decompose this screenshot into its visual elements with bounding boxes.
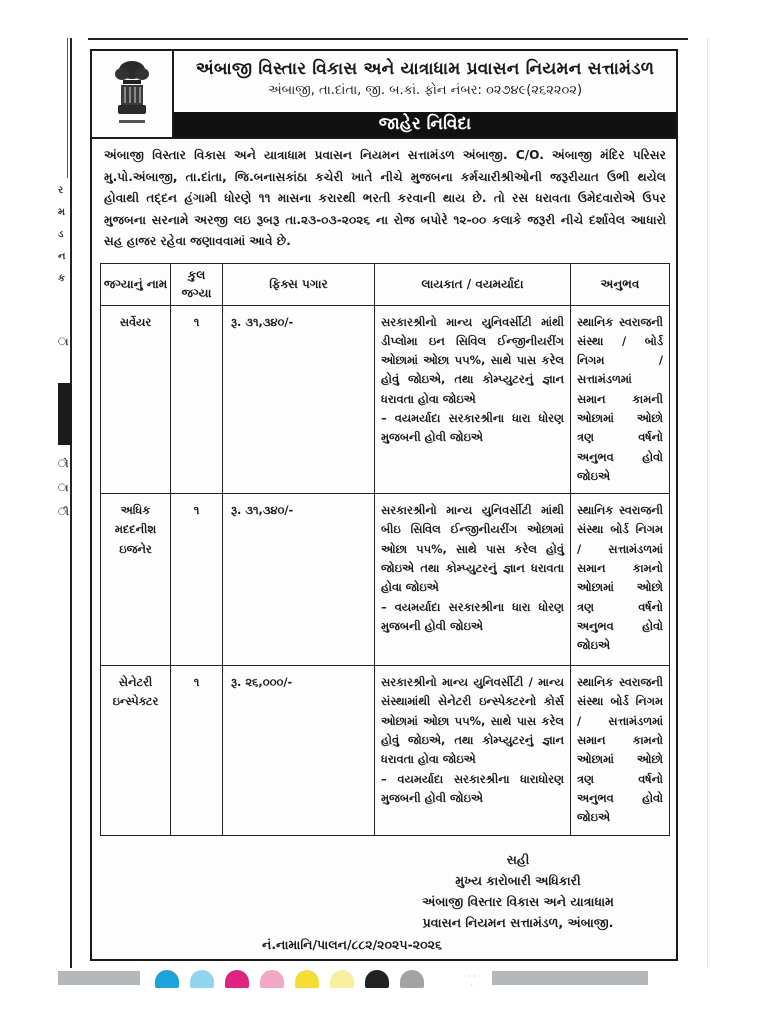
post-name: અધિક મદદનીશ ઇજનેર [101,494,171,666]
table-row [101,666,670,835]
post-name: સર્વેયર [101,305,171,494]
org-address: અંબાજી, તા.દાંતા, જી. બ.કાં. ફોન નંબર: ૦૨૭૪૯(૨૬૨૨૦૨) [267,83,583,98]
adjacent-text-fragment: ક [58,273,66,284]
adjacent-text-fragment: ો [58,459,69,470]
header-experience: અનુભવ [571,263,670,305]
registration-color-dot [400,970,424,988]
registration-color-dot [225,970,249,988]
tender-notice [90,49,678,961]
signatory-org-line2: પ્રવાસન નિયમન સત્તામંડળ, અંબાજી. [422,915,614,930]
adjacent-clipping [58,38,72,968]
color-registration-bar [56,970,676,988]
emblem-box [92,51,174,137]
post-experience: સ્થાનિક સ્વરાજની સંસ્થા બોર્ડ નિગમ / સત્તામંડળમાં સમાન કામનો ઓછામાં ઓછો ત્રણ વર્ષનો અનુભવ હોવો જોઇએ [571,494,670,666]
age-limit-text: – વયમર્યાદા સરકારશ્રીના ધારા ધોરણ મુજબની હોવી જોઇએ [381,410,564,445]
posts-table [100,263,670,836]
post-pay: રૂ. ૩૧,૩૪૦/- [223,494,375,666]
adjacent-text-fragment: મ [58,207,66,218]
post-qualification [375,494,571,666]
post-qualification [375,666,571,835]
adjacent-text-fragment: ા [58,483,69,494]
adjacent-black-block [58,383,72,445]
post-experience: સ્થાનિક સ્વરાજની સંસ્થા બોર્ડ નિગમ / સત્તામંડળમાં સમાન કામનો ઓછામાં ઓછો ત્રણ વર્ષનો અનુભવ હોવો જોઇએ [571,666,670,835]
reference-number: નં.નામાનિ/પાલન/૮૮૨/૨૦૨૫-૨૦૨૬ [262,937,442,952]
adjacent-border [70,38,72,968]
age-limit-text: – વયમર્યાદા સરકારશ્રીના ધારા ધોરણ મુજબની હોવી જોઇએ [381,599,564,633]
registration-color-dot [155,970,179,988]
adjacent-text-fragment: ન [58,251,66,262]
adjacent-rule [67,38,68,178]
post-name: સેનેટરી ઇન્સ્પેક્ટર [101,666,171,835]
post-count: ૧ [171,666,223,835]
header-post-name: જગ્યાનું નામ [101,263,171,305]
signature-block [388,849,648,933]
post-count: ૧ [171,305,223,494]
signature-label: સહી [506,852,530,867]
registration-color-dot [295,970,319,988]
table-header-row [101,263,670,305]
signatory-designation: મુખ્ય કારોબારી અધિકારી [455,873,581,888]
post-experience: સ્થાનિક સ્વરાજની સંસ્થા / બોર્ડ નિગમ / સત્તામંડળમાં સમાન કામની ઓછામાં ઓછો ત્રણ વર્ષનો અનુભવ હોવો જોઇએ [571,305,670,494]
registration-color-dot [365,970,389,988]
ashoka-emblem-icon [108,58,156,130]
adjacent-text-fragment: ર [58,185,64,196]
signatory-org-line1: અંબાજી વિસ્તાર વિકાસ અને યાત્રાધામ [422,894,614,909]
registration-mark-icon: · · · [468,972,476,990]
header-text [174,51,676,137]
qualification-text: સરકારશ્રીનો માન્ય યુનિવર્સીટી માંથી ડીપ્લોમા ઇન સિવિલ ઈન્જીનીયરીંગ ઓછામાં ઓછા ૫૫%, સાથે પાસ કરેલ હોવું જોઇએ, તથા કોમ્પ્યુટરનું જ્ઞાન ધરાવતા હોવા જોઇએ [381,314,564,406]
adjacent-text-fragment: ી [58,507,69,518]
org-title: અંબાજી વિસ્તાર વિકાસ અને યાત્રાધામ પ્રવાસન નિયમન સત્તામંડળ [195,59,655,79]
registration-color-dot [330,970,354,988]
notice-header [92,51,676,139]
page-divider [707,38,708,968]
table-row [101,305,670,494]
gray-strip [492,971,648,985]
adjacent-text-fragment: ડ [58,229,64,240]
age-limit-text: – વયમર્યાદા સરકારશ્રીના ધારાધોરણ મુજબની હોવી જોઇએ [381,771,564,805]
qualification-text: સરકારશ્રીનો માન્ય યુનિવર્સીટી / માન્ય સંસ્થામાંથી સેનેટરી ઇન્સ્પેક્ટરનો કોર્સ ઓછામાં ઓછા ૫૫%, સાથે પાસ કરેલ હોવું જોઇએ, તથા કોમ્પ્યુટરનું જ્ઞાન ધરાવતા હોવા જોઇએ [381,675,564,767]
adjacent-text-fragment: ા [58,337,69,348]
header-qualification: લાયકાત / વયમર્યાદા [375,263,571,305]
gray-strip [58,971,140,985]
intro-paragraph: અંબાજી વિસ્તાર વિકાસ અને યાત્રાધામ પ્રવાસન નિયમન સત્તામંડળ અંબાજી. C/O. અંબાજી મંદિર પરિસર મુ.પો.અંબાજી, તા.દાંતા, જિ.બનાસકાંઠા કચેરી ખાતે નીચે મુજબના કર્મચારીશ્રીઓની જરૂરીયાત ઉભી થયેલ હોવાથી તદ્દન હંગામી ધોરણે ૧૧ માસના કરારથી ભરતી કરવાની થાય છે. તો રસ ધરાવતા ઉમેદવારોએ ઉપર મુજબના સરનામે અરજી લઇ રૂબરૂ તા.૨૩-૦૩-૨૦૨૬ ના રોજ બપોરે ૧૨-૦૦ કલાકે જરૂરી નીચે દર્શાવેલ આધારો સહ હાજર રહેવા જણાવવામાં આવે છે. [104,148,666,248]
registration-color-dot [190,970,214,988]
post-count: ૧ [171,494,223,666]
qualification-text: સરકારશ્રીનો માન્ય યુનિવર્સીટી માંથી બીઇ સિવિલ ઈન્જીનીયરીંગ ઓછામાં ઓછા ૫૫%, સાથે પાસ કરેલ હોવું જોઇએ તથા કોમ્પ્યુટરનું જ્ઞાન ધરાવતા હોવા જોઇએ [381,503,564,595]
post-pay: રૂ. ૩૧,૩૪૦/- [223,305,375,494]
notice-banner: જાહેર નિવિદા [174,112,676,137]
post-pay: રૂ. ૨૬,૦૦૦/- [223,666,375,835]
post-qualification [375,305,571,494]
table-row [101,494,670,666]
header-post-count: કુલ જગ્યા [171,263,223,305]
header-fixed-pay: ફિક્સ પગાર [223,263,375,305]
registration-color-dot [260,970,284,988]
